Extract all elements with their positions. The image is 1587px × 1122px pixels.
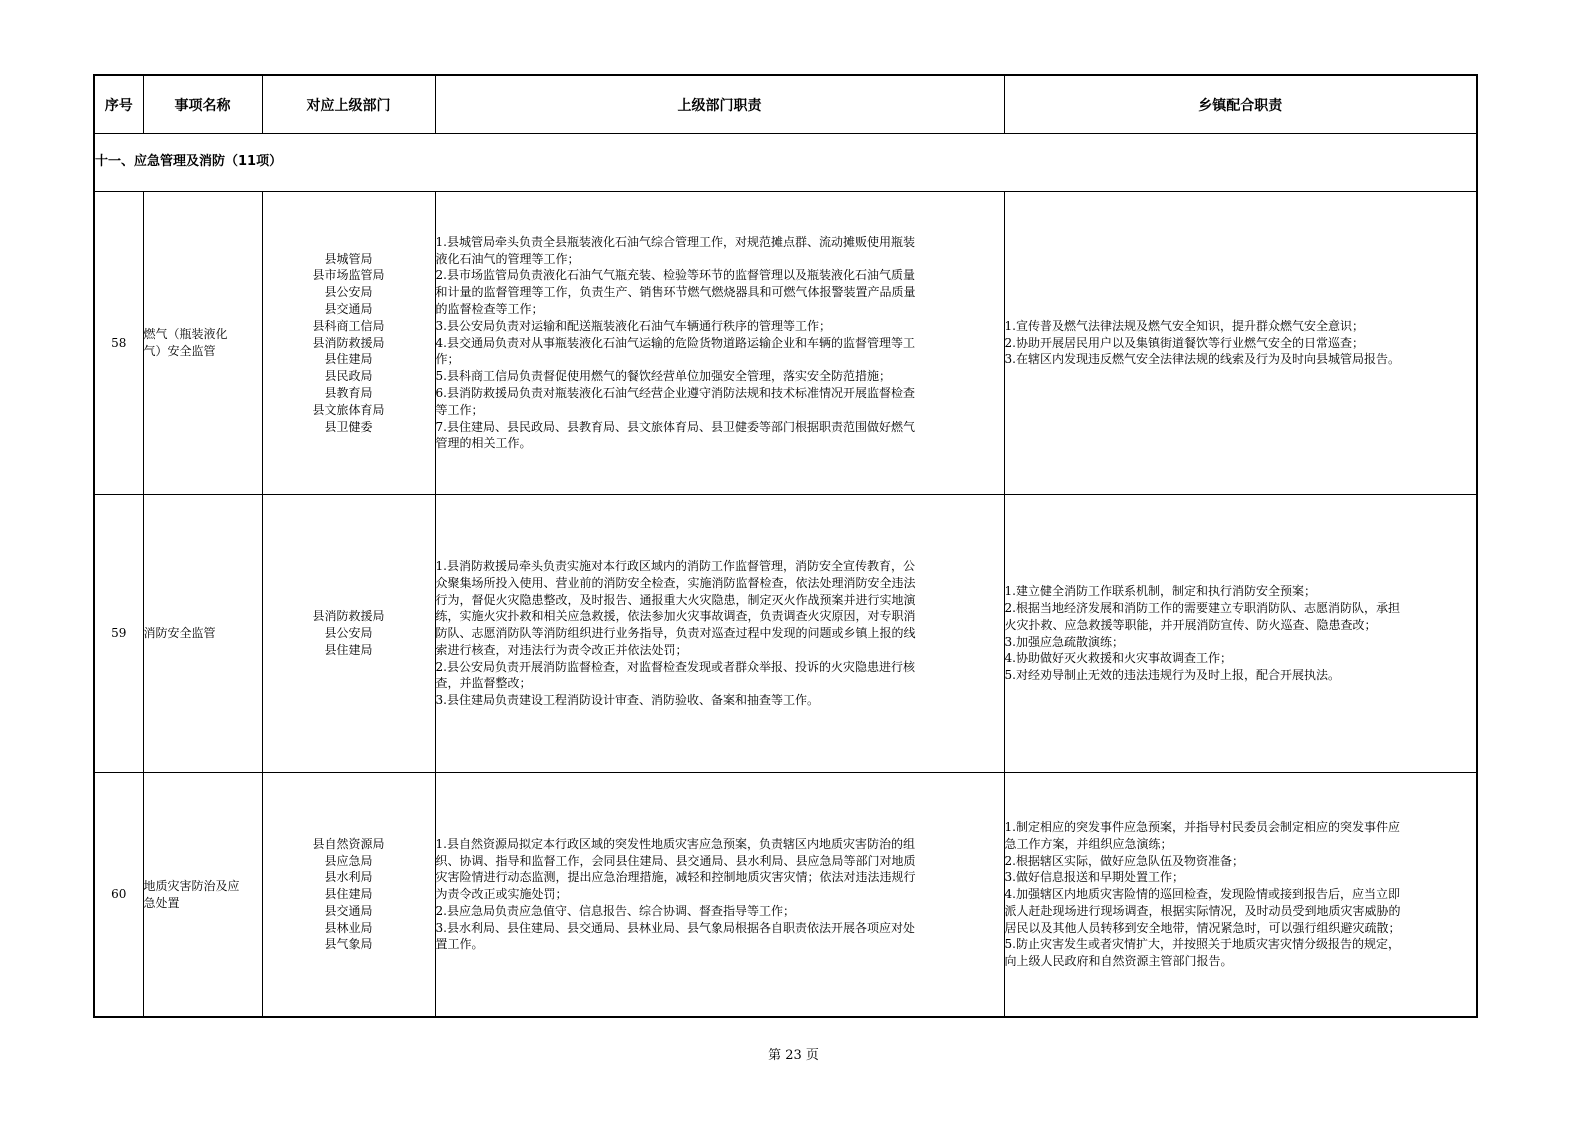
- duty-line: 7.县住建局、县民政局、县教育局、县文旅体育局、县卫健委等部门根据职责范围做好燃气: [435, 419, 915, 434]
- name-line: 地质灾害防治及应: [143, 878, 240, 893]
- duty-table: [93, 74, 1478, 1018]
- header-upper-duty: 上级部门职责: [435, 75, 1004, 134]
- name-line: 急处置: [143, 895, 180, 910]
- dept-line: 县市场监管局: [312, 268, 385, 283]
- duty-line: 4.加强辖区内地质灾害险情的巡回检查，发现险情或接到报告后，应当立即: [1004, 887, 1400, 902]
- duty-line: 液化石油气的管理等工作；: [435, 251, 580, 266]
- name-line: 燃气（瓶装液化: [143, 327, 228, 342]
- duty-line: 1.建立健全消防工作联系机制，制定和执行消防安全预案；: [1004, 584, 1316, 599]
- dept-line: 县城管局: [324, 251, 373, 266]
- row-town-duty: [1004, 495, 1477, 773]
- table-row: [94, 495, 1477, 773]
- row-upper-duty: [435, 495, 1004, 773]
- dept-line: 县卫健委: [324, 419, 373, 434]
- dept-line: 县公安局: [324, 285, 373, 300]
- duty-line: 居民以及其他人员转移到安全地带，情况紧急时，可以强行组织避灾疏散；: [1004, 920, 1401, 935]
- header-name: 事项名称: [143, 75, 262, 134]
- duty-line: 练，实施火灾扑救和相关应急救援，依法参加火灾事故调查，负责调查火灾原因，对专职消: [435, 609, 916, 624]
- duty-line: 3.县公安局负责对运输和配送瓶装液化石油气车辆通行秩序的管理等工作；: [435, 318, 831, 333]
- section-title: 十一、应急管理及消防（11项）: [94, 134, 1477, 192]
- row-item-name: [143, 773, 262, 1018]
- dept-line: 县交通局: [324, 903, 373, 918]
- dept-line: 县消防救援局: [312, 609, 385, 624]
- duty-line: 2.县公安局负责开展消防监督检查，对监督检查发现或者群众举报、投诉的火灾隐患进行核: [435, 659, 915, 674]
- duty-line: 作；: [435, 352, 460, 367]
- table-row: [94, 192, 1477, 495]
- duty-line: 派人赶赴现场进行现场调查，根据实际情况，及时动员受到地质灾害威胁的: [1004, 903, 1401, 918]
- duty-line: 5.对经劝导制止无效的违法违规行为及时上报，配合开展执法。: [1004, 668, 1340, 683]
- row-item-name: [143, 495, 262, 773]
- duty-line: 火灾扑救、应急救援等职能，并开展消防宣传、防火巡查、隐患查改；: [1004, 617, 1377, 632]
- duty-line: 4.县交通局负责对从事瓶装液化石油气运输的危险货物道路运输企业和车辆的监督管理等工: [435, 335, 915, 350]
- duty-line: 3.加强应急疏散演练；: [1004, 634, 1124, 649]
- dept-line: 县教育局: [324, 385, 373, 400]
- dept-line: 县科商工信局: [312, 318, 385, 333]
- duty-line: 急工作方案，并组织应急演练；: [1004, 836, 1173, 851]
- header-row: [94, 75, 1477, 134]
- dept-line: 县文旅体育局: [312, 402, 385, 417]
- row-depts: [262, 773, 435, 1018]
- header-dept: 对应上级部门: [262, 75, 435, 134]
- duty-line: 3.在辖区内发现违反燃气安全法律法规的线索及行为及时向县城管局报告。: [1004, 352, 1400, 367]
- header-town-duty: 乡镇配合职责: [1004, 75, 1477, 134]
- duty-line: 向上级人民政府和自然资源主管部门报告。: [1004, 954, 1233, 969]
- duty-line: 索进行核查，对违法行为责令改正并依法处罚；: [435, 642, 688, 657]
- duty-line: 灾害险情进行动态监测，提出应急治理措施，减轻和控制地质灾害灾情；依法对违法违规行: [435, 870, 916, 885]
- duty-line: 2.县应急局负责应急值守、信息报告、综合协调、督查指导等工作；: [435, 903, 795, 918]
- row-num: 58: [94, 192, 143, 495]
- name-line: 气）安全监管: [143, 344, 216, 358]
- duty-line: 和计量的监督管理等工作，负责生产、销售环节燃气燃烧器具和可燃气体报警装置产品质量: [435, 285, 916, 300]
- row-upper-duty: [435, 192, 1004, 495]
- duty-line: 管理的相关工作。: [435, 436, 532, 451]
- header-num: 序号: [94, 75, 143, 134]
- duty-line: 4.协助做好灭火救援和火灾事故调查工作；: [1004, 651, 1232, 666]
- section-row: [94, 134, 1477, 192]
- duty-line: 2.协助开展居民用户以及集镇街道餐饮等行业燃气安全的日常巡查；: [1004, 335, 1364, 350]
- dept-line: 县住建局: [324, 642, 373, 657]
- dept-line: 县水利局: [324, 870, 373, 885]
- duty-line: 查，并监督整改；: [435, 676, 532, 691]
- duty-line: 6.县消防救援局负责对瓶装液化石油气经营企业遵守消防法规和技术标准情况开展监督检查: [435, 385, 915, 400]
- duty-line: 1.制定相应的突发事件应急预案，并指导村民委员会制定相应的突发事件应: [1004, 819, 1400, 834]
- table-row: [94, 773, 1477, 1018]
- dept-line: 县应急局: [324, 853, 373, 868]
- row-town-duty: [1004, 192, 1477, 495]
- duty-line: 3.做好信息报送和早期处置工作；: [1004, 870, 1184, 885]
- row-depts: [262, 495, 435, 773]
- duty-line: 5.县科商工信局负责督促使用燃气的餐饮经营单位加强安全管理，落实安全防范措施；: [435, 369, 891, 384]
- dept-line: 县气象局: [324, 937, 373, 952]
- duty-line: 的监督检查等工作；: [435, 302, 544, 316]
- duty-line: 2.县市场监管局负责液化石油气气瓶充装、检验等环节的监督管理以及瓶装液化石油气质量: [435, 268, 915, 283]
- duty-line: 织、协调、指导和监督工作，会同县住建局、县交通局、县水利局、县应急局等部门对地质: [435, 853, 916, 868]
- row-num: 59: [94, 495, 143, 773]
- name-line: 消防安全监管: [143, 626, 216, 641]
- dept-line: 县住建局: [324, 352, 373, 367]
- row-upper-duty: [435, 773, 1004, 1018]
- row-depts: [262, 192, 435, 495]
- duty-line: 2.根据辖区实际，做好应急队伍及物资准备；: [1004, 853, 1244, 868]
- duty-line: 行为，督促火灾隐患整改，及时报告、通报重大火灾隐患，制定灭火作战预案并进行实地演: [435, 592, 916, 607]
- duty-line: 防队、志愿消防队等消防组织进行业务指导，负责对巡查过程中发现的问题或乡镇上报的线: [435, 626, 916, 641]
- duty-line: 1.县自然资源局拟定本行政区域的突发性地质灾害应急预案，负责辖区内地质灾害防治的组: [435, 836, 915, 851]
- dept-line: 县住建局: [324, 887, 373, 902]
- duty-line: 3.县住建局负责建设工程消防设计审查、消防验收、备案和抽查等工作。: [435, 693, 819, 708]
- dept-line: 县林业局: [324, 920, 373, 935]
- page-number: 第 23 页: [768, 1048, 819, 1063]
- duty-line: 1.县消防救援局牵头负责实施对本行政区域内的消防工作监督管理，消防安全宣传教育，公: [435, 558, 915, 573]
- row-item-name: [143, 192, 262, 495]
- dept-line: 县消防救援局: [312, 335, 385, 350]
- duty-line: 众聚集场所投入使用、营业前的消防安全检查，实施消防监督检查，依法处理消防安全违法: [435, 575, 916, 590]
- duty-line: 1.宣传普及燃气法律法规及燃气安全知识，提升群众燃气安全意识；: [1004, 318, 1364, 333]
- duty-line: 为责令改正或实施处罚；: [435, 887, 568, 902]
- row-num: 60: [94, 773, 143, 1018]
- dept-line: 县公安局: [324, 626, 373, 641]
- duty-line: 3.县水利局、县住建局、县交通局、县林业局、县气象局根据各自职责依法开展各项应对处: [435, 920, 915, 935]
- row-town-duty: [1004, 773, 1477, 1018]
- duty-line: 5.防止灾害发生或者灾情扩大，并按照关于地质灾害灾情分级报告的规定，: [1004, 937, 1400, 952]
- duty-line: 等工作；: [435, 402, 484, 417]
- dept-line: 县民政局: [324, 369, 373, 384]
- dept-line: 县自然资源局: [312, 836, 385, 851]
- duty-line: 置工作。: [435, 937, 484, 952]
- duty-line: 2.根据当地经济发展和消防工作的需要建立专职消防队、志愿消防队，承担: [1004, 600, 1400, 615]
- duty-line: 1.县城管局牵头负责全县瓶装液化石油气综合管理工作，对规范摊点群、流动摊贩使用瓶装: [435, 234, 915, 249]
- dept-line: 县交通局: [324, 302, 373, 316]
